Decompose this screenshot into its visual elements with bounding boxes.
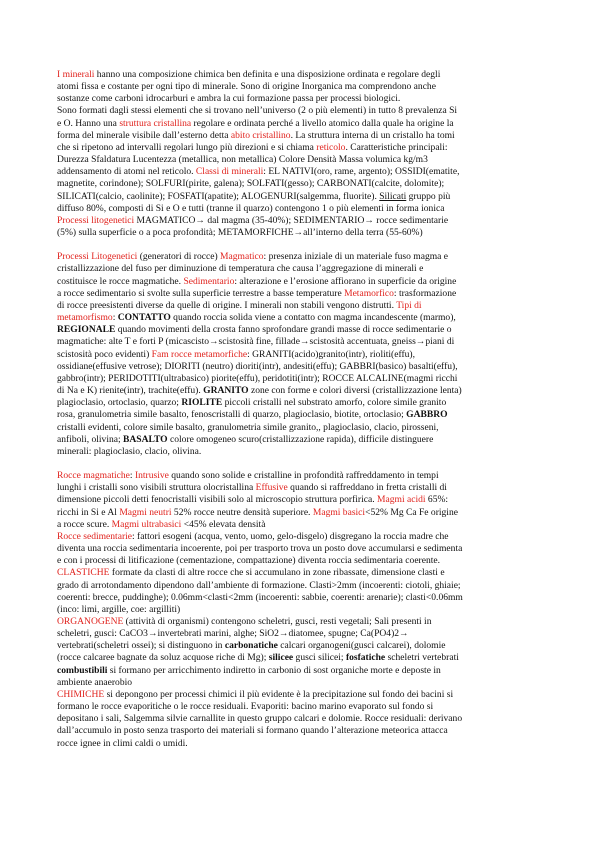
text-line — [57, 567, 536, 579]
paragraph-processi — [57, 251, 536, 458]
bold-term: carbonatiche — [224, 640, 278, 652]
text-run: SILICATI(calcio, caolinite); FOSFATI(apatite); ALOGENURI(salgemma, fluorite). — [57, 190, 380, 202]
text-run: che si ripetono ad intervalli regolari lungo più direzioni e si chiama — [57, 141, 317, 153]
text-line — [57, 324, 536, 336]
highlighted-term: struttura cristallina — [119, 117, 192, 129]
text-line — [57, 555, 536, 567]
text-line — [57, 166, 536, 178]
text-run: ambiente anaerobio — [57, 676, 133, 688]
text-run: sostanze come carboni idrocarburi e ambra la cui formazione passa per processi biologici. — [57, 93, 401, 105]
text-line — [57, 385, 536, 397]
text-line — [57, 397, 536, 409]
text-line — [57, 409, 536, 421]
text-run: di rocce preesistenti diverse da quelle di origine. I minerali non stabili vengono distrutti. — [57, 299, 397, 311]
highlighted-term: reticolo — [316, 141, 346, 153]
highlighted-term: Magmi basici — [312, 506, 366, 518]
highlighted-term: Metamorfico — [344, 287, 394, 299]
bold-term: BASALTO — [123, 433, 168, 445]
text-line — [57, 531, 536, 543]
text-line — [57, 519, 536, 531]
text-run: regolare e ordinata perché a livello atomico dalla quale ha origine la — [191, 117, 454, 129]
text-line — [57, 154, 536, 166]
text-run: formano le rocce evaporitiche o le rocce residuali. Evaporiti: bacino marino evaporato sul fondo si — [57, 701, 434, 713]
text-line — [57, 592, 536, 604]
text-line — [57, 312, 536, 324]
text-line — [57, 701, 536, 713]
text-run: diffuso 80%, composti di Si e O e tutti (tranne il quarzo) contengono 1 o più elementi in forma ionica — [57, 202, 445, 214]
text-line — [57, 628, 536, 640]
bold-term: RIOLITE — [181, 397, 223, 409]
document-body — [57, 69, 536, 750]
text-line — [57, 263, 536, 275]
text-run: : — [112, 312, 118, 324]
highlighted-term: Effusive — [255, 482, 288, 494]
text-run: : — [129, 470, 135, 482]
text-line — [57, 507, 536, 519]
bold-term: fosfatiche — [345, 652, 386, 664]
text-line — [57, 665, 536, 677]
text-run: . Caratteristiche principali: — [345, 141, 448, 153]
text-run: Durezza Sfaldatura Lucentezza (metallica, non metallica) Colore Densità Massa volumica kg/m3 — [57, 154, 428, 166]
text-run: costituisce le rocce magmatiche. — [57, 275, 184, 287]
text-run: magmatiche: alte T e forti P (micascisto→scistosità fine, fillade→scistosità accentuata, gneiss→piani di — [57, 336, 455, 348]
text-line — [57, 142, 536, 154]
text-run: depositano i sali, Salgemma silvie carnallite in questo gruppo calcari e dolomie. Rocce residuali: derivano — [57, 713, 463, 725]
text-line — [57, 227, 536, 239]
text-run: vertebrati(scheletri ossei); si distinguono in — [57, 640, 225, 652]
text-run: grado di arrotondamento dipendono dall’ambiente di formazione. Clasti>2mm (incoerenti: ciotoli, ghiaie; — [57, 579, 461, 591]
highlighted-term: Magmatico — [220, 251, 264, 263]
paragraph-rocce — [57, 470, 536, 750]
text-run: (inco: limi, argille, coe: argilliti) — [57, 603, 181, 615]
text-line — [57, 81, 536, 93]
highlighted-term: I minerali — [57, 69, 95, 80]
bold-term: REGIONALE — [57, 324, 116, 336]
bold-term: GABBRO — [406, 409, 448, 421]
text-line — [57, 251, 536, 263]
highlighted-term: CLASTICHE — [57, 567, 110, 579]
text-run: cristallizzazione del fuso per diminuzione di temperatura che causa l’aggregazione di minerali e — [57, 263, 424, 275]
highlighted-term: Processi litogenetici — [57, 214, 135, 226]
text-run: scheletri, gusci: CaCO3→invertebrati marini, alghe; SiO2→diatomee, spugne; Ca(PO4)2→ — [57, 628, 409, 640]
text-run: scistosità poco evidenti) — [57, 348, 152, 360]
bold-term: CONTATTO — [117, 312, 171, 324]
highlighted-term: abito cristallino — [230, 129, 291, 141]
paragraph-minerali — [57, 69, 536, 239]
highlighted-term: ORGANOGENE — [57, 616, 124, 627]
text-run: coerenti: brecce, puddinghe); 0.06mm<clasti<2mm (incoerenti: sabbie, coerenti: arenarie); clasti<0.06mm — [57, 591, 463, 603]
text-line — [57, 713, 536, 725]
highlighted-term: Sedimentario — [183, 275, 235, 287]
bold-term: combustibili — [57, 664, 108, 676]
text-run: 52% rocce neutre densità superiore. — [171, 506, 313, 518]
text-line — [57, 288, 536, 300]
text-run: anfiboli, olivina; — [57, 433, 124, 445]
text-run: lunghi i cristalli sono visibili struttura olocristallina — [57, 482, 256, 494]
text-run: : trasformazione — [393, 287, 457, 299]
text-run: a rocce scure. — [57, 518, 112, 530]
text-run: addensamento di atomi nel reticolo. — [57, 166, 196, 178]
highlighted-term: Magmi acidi — [377, 494, 426, 506]
text-line — [57, 494, 536, 506]
text-run: si depongono per processi chimici il più evidente è la precipitazione sul fondo dei bacini si — [104, 688, 454, 700]
text-run: forma del minerale visibile dall’esterno detta — [57, 129, 231, 141]
text-line — [57, 422, 536, 434]
text-run: quando movimenti della crosta fanno sprofondare grandi masse di rocce sedimentarie o — [115, 324, 452, 336]
underlined-term: Silicati — [379, 190, 407, 202]
text-line — [57, 105, 536, 117]
text-line — [57, 482, 536, 494]
text-line — [57, 652, 536, 664]
text-line — [57, 677, 536, 689]
text-line — [57, 203, 536, 215]
highlighted-term: Rocce magmatiche — [57, 470, 130, 482]
highlighted-term: Tipi di — [396, 299, 422, 311]
text-run: scheletri vertebrati — [385, 652, 459, 664]
text-line — [57, 93, 536, 105]
text-line — [57, 689, 536, 701]
text-line — [57, 470, 536, 482]
text-run: <52% Mg Ca Fe origine — [365, 506, 458, 518]
text-line — [57, 69, 536, 81]
text-run: ricchi in Si e Al — [57, 506, 120, 518]
text-line — [57, 604, 536, 616]
text-run: calcari organogeni(gusci calcarei), dolomie — [277, 640, 446, 652]
text-run: gusci silicei; — [293, 652, 346, 664]
text-run: Sono formati dagli stessi elementi che si trovano nell’universo (2 o più elementi) in tutto 8 prevalenza Si — [57, 105, 458, 117]
text-run: : presenza iniziale di un materiale fuso magma e — [263, 251, 449, 263]
text-line — [57, 191, 536, 203]
text-run: MAGMATICO→ dal magma (35-40%); SEDIMENTARIO→ rocce sedimentarie — [134, 214, 449, 226]
text-run: <45% elevata densità — [181, 518, 266, 530]
text-run: minerali: plagioclasio, clacio, olivina. — [57, 445, 202, 457]
text-line — [57, 276, 536, 288]
text-run: (5%) sulla superficie o a poca profondità; METAMORFICHE→all’interno della terra (55-60%) — [57, 227, 423, 239]
text-line — [57, 738, 536, 750]
highlighted-term: Classi di minerali — [195, 166, 264, 178]
highlighted-term: Magmi neutri — [119, 506, 172, 518]
text-run: e con i processi di litificazione (cementazione, compattazione) diventa roccia sedimentaria coerente. — [57, 555, 441, 567]
text-run: (rocce calcaree bagnate da soluz acquose riche di Mg); — [57, 652, 269, 664]
text-line — [57, 130, 536, 142]
text-run: zone con forme e colori diversi (cristallizzazione lenta) — [248, 385, 462, 397]
text-line — [57, 640, 536, 652]
text-run: . La struttura interna di un cristallo ha tomi — [290, 129, 455, 141]
text-line — [57, 178, 536, 190]
highlighted-term: Fam rocce metamorfiche — [151, 348, 248, 360]
highlighted-term: Intrusive — [134, 470, 169, 482]
text-run: : fattori esogeni (acqua, vento, uomo, gelo-disgelo) disgregano la roccia madre che — [132, 530, 449, 542]
text-run: : EL NATIVI(oro, rame, argento); OSSIDI(ematite, — [263, 166, 460, 178]
text-run: rosa, granulometria simile basalto, fenoscristalli di quarzo, plagioclasio, biotite, ortoclasio; — [57, 409, 407, 421]
highlighted-term: Magmi ultrabasici — [111, 518, 182, 530]
text-run: quando si raffreddano in fretta cristalli di — [287, 482, 447, 494]
text-line — [57, 373, 536, 385]
text-line — [57, 361, 536, 373]
text-line — [57, 725, 536, 737]
text-run: quando roccia solida viene a contatto con magma incandescente (marmo), — [170, 312, 456, 324]
highlighted-term: Rocce sedimentarie — [57, 530, 133, 542]
text-line — [57, 446, 536, 458]
text-run: : GRANITI(acido)granito(intr), rioliti(effu), — [247, 348, 415, 360]
text-run: : alterazione e l’erosione affiorano in superficie da origine — [234, 275, 457, 287]
text-run: atomi fissa e costante per ogni tipo di minerale. Sono di origine Inorganica ma comprendono anche — [57, 81, 436, 93]
text-run: piccoli cristalli nel substrato amorfo, colore simile granito — [222, 397, 447, 409]
text-run: quando sono solide e cristalline in profondità raffreddamento in tempi — [168, 470, 439, 482]
highlighted-term: metamorfismo — [57, 312, 113, 324]
text-run: (attività di organismi) contengono scheletri, gusci, resti vegetali; Sali presenti in — [123, 616, 432, 627]
text-run: si formano per arricchimento indiretto in carbonio di sost organiche morte e deposte in — [107, 664, 441, 676]
text-run: a rocce sedimentario si svolte sulla superficie terrestre a basse temperature — [57, 287, 345, 299]
text-run: e O. Hanno una — [57, 117, 120, 129]
text-run: di Na e K) rienite(intr), trachite(effu). — [57, 385, 204, 397]
highlighted-term: CHIMICHE — [57, 688, 105, 700]
text-run: formate da clasti di altre rocce che si accumulano in zone ribassate, dimensione clasti e — [109, 567, 445, 579]
text-line — [57, 434, 536, 446]
text-line — [57, 616, 536, 628]
text-run: colore omogeneo scuro(cristallizzazione rapida), difficile distinguere — [167, 433, 434, 445]
text-line — [57, 336, 536, 348]
text-line — [57, 118, 536, 130]
text-line — [57, 580, 536, 592]
highlighted-term: Processi Litogenetici — [57, 251, 138, 263]
bold-term: silicee — [268, 652, 294, 664]
text-run: diventa una roccia sedimentaria incoerente, poi per trasporto trova un posto dove accumularsi e sedimenta — [57, 543, 463, 555]
text-run: 65%: — [425, 494, 449, 506]
text-run: magnetite, corindone); SOLFURI(pirite, galena); SOLFATI(gesso); CARBONATI(calcite, dolomite); — [57, 178, 445, 190]
text-run: ossidiane(effusive vetrose); DIORITI (neutro) dioriti(intr), andesiti(effu); GABBRI(basico) basalti(effu), — [57, 360, 458, 372]
text-run: (generatori di rocce) — [137, 251, 221, 263]
text-line — [57, 543, 536, 555]
text-run: hanno una composizione chimica ben definita e una disposizione ordinata e regolare degli — [94, 69, 441, 80]
text-line — [57, 349, 536, 361]
text-run: plagioclasio, ortoclasio, quarzo; — [57, 397, 182, 409]
text-run: rocce ignee in climi caldi o umidi. — [57, 737, 188, 749]
text-line — [57, 300, 536, 312]
bold-term: GRANITO — [203, 385, 249, 397]
text-run: dall’accumulo in posto senza trasporto dei materiali si formano quando l’alterazione meteorica attacca — [57, 725, 448, 737]
text-run: gruppo più — [406, 190, 451, 202]
text-line — [57, 215, 536, 227]
text-run: cristalli evidenti, colore simile basalto, granulometria simile granito,, plagioclasio, clacio, pirosseni, — [57, 421, 439, 433]
text-run: dimensione piccoli detti fenocristalli visibili solo al microscopio struttura porfirica. — [57, 494, 378, 506]
text-run: gabbro(intr); PERIDOTITI(ultrabasico) piorite(effu), peridotiti(intr); ROCCE ALCALINE(magmi ricchi — [57, 372, 458, 384]
